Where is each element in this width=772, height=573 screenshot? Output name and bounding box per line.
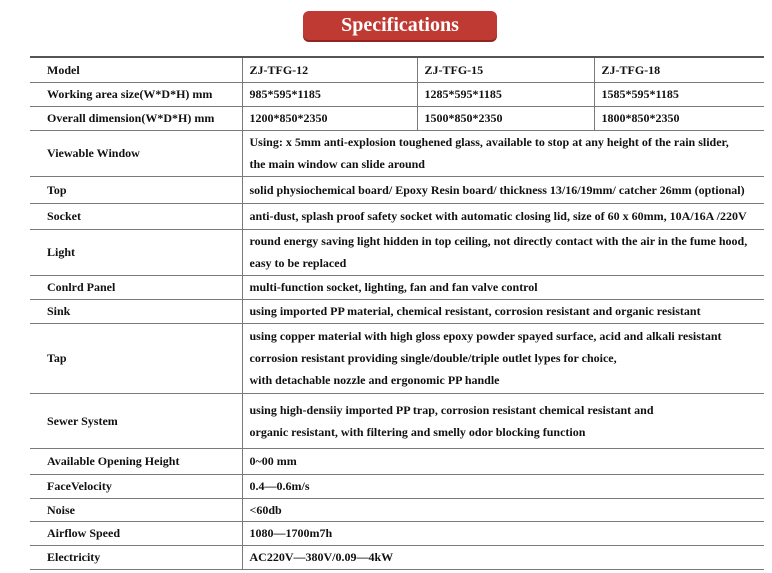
light-label: Light bbox=[30, 229, 242, 275]
tap-row bbox=[30, 323, 764, 393]
face-velocity-label: FaceVelocity bbox=[30, 474, 242, 498]
working-area-row bbox=[30, 82, 764, 106]
light-line-1: round energy saving light hidden in top ceiling, not directly contact with the air in the fume hood, bbox=[249, 234, 748, 248]
model-zj-tfg-15: ZJ-TFG-15 bbox=[417, 57, 594, 82]
airflow-speed-label: Airflow Speed bbox=[30, 521, 242, 545]
model-zj-tfg-12: ZJ-TFG-12 bbox=[242, 57, 417, 82]
socket-label: Socket bbox=[30, 203, 242, 229]
overall-dimension-12: 1200*850*2350 bbox=[242, 106, 417, 130]
working-area-label: Working area size(W*D*H) mm bbox=[30, 82, 242, 106]
viewable-window-line-1: Using: x 5mm anti-explosion toughened glass, available to stop at any height of the rain slider, bbox=[249, 135, 729, 149]
opening-height-row bbox=[30, 448, 764, 474]
tap-value bbox=[242, 323, 764, 393]
model-row bbox=[30, 57, 764, 82]
top-value: solid physiochemical board/ Epoxy Resin board/ thickness 13/16/19mm/ catcher 26mm (optional) bbox=[242, 176, 764, 203]
model-zj-tfg-18: ZJ-TFG-18 bbox=[594, 57, 764, 82]
sewer-system-row bbox=[30, 393, 764, 448]
sink-label: Sink bbox=[30, 299, 242, 323]
sewer-system-value bbox=[242, 393, 764, 448]
face-velocity-value: 0.4—0.6m/s bbox=[242, 474, 764, 498]
overall-dimension-row bbox=[30, 106, 764, 130]
electricity-value: AC220V—380V/0.09—4kW bbox=[242, 545, 764, 569]
control-panel-label: Conlrd Panel bbox=[30, 275, 242, 299]
viewable-window-value bbox=[242, 130, 764, 176]
airflow-speed-value: 1080—1700m7h bbox=[242, 521, 764, 545]
noise-label: Noise bbox=[30, 498, 242, 521]
socket-row bbox=[30, 203, 764, 229]
viewable-window-label: Viewable Window bbox=[30, 130, 242, 176]
tap-label: Tap bbox=[30, 323, 242, 393]
specifications-title: Specifications bbox=[303, 11, 497, 40]
overall-dimension-18: 1800*850*2350 bbox=[594, 106, 764, 130]
control-panel-value: multi-function socket, lighting, fan and fan valve control bbox=[242, 275, 764, 299]
noise-value: <60db bbox=[242, 498, 764, 521]
opening-height-label: Available Opening Height bbox=[30, 448, 242, 474]
electricity-label: Electricity bbox=[30, 545, 242, 569]
tap-line-2: corrosion resistant providing single/double/triple outlet lypes for choice, bbox=[249, 351, 617, 365]
working-area-12: 985*595*1185 bbox=[242, 82, 417, 106]
viewable-window-row bbox=[30, 130, 764, 176]
light-line-2: easy to be replaced bbox=[249, 256, 347, 270]
noise-row bbox=[30, 498, 764, 521]
sewer-system-line-1: using high-densiiy imported PP trap, corrosion resistant chemical resistant and bbox=[249, 402, 654, 417]
sink-row bbox=[30, 299, 764, 323]
socket-value: anti-dust, splash proof safety socket with automatic closing lid, size of 60 x 60mm, 10A/16A /220V bbox=[242, 203, 764, 229]
electricity-row bbox=[30, 545, 764, 569]
overall-dimension-15: 1500*850*2350 bbox=[417, 106, 594, 130]
top-row bbox=[30, 176, 764, 203]
sink-value: using imported PP material, chemical resistant, corrosion resistant and organic resistant bbox=[242, 299, 764, 323]
opening-height-value: 0~00 mm bbox=[242, 448, 764, 474]
tap-line-1: using copper material with high gloss epoxy powder spayed surface, acid and alkali resistant bbox=[249, 329, 722, 343]
tap-line-3: with detachable nozzle and ergonomic PP handle bbox=[249, 373, 500, 387]
working-area-15: 1285*595*1185 bbox=[417, 82, 594, 106]
overall-dimension-label: Overall dimension(W*D*H) mm bbox=[30, 106, 242, 130]
control-panel-row bbox=[30, 275, 764, 299]
model-label: Model bbox=[30, 57, 242, 82]
light-row bbox=[30, 229, 764, 275]
light-value bbox=[242, 229, 764, 275]
working-area-18: 1585*595*1185 bbox=[594, 82, 764, 106]
airflow-speed-row bbox=[30, 521, 764, 545]
sewer-system-line-2: organic resistant, with filtering and smelly odor blocking function bbox=[249, 424, 586, 439]
specifications-table bbox=[30, 56, 764, 570]
top-label: Top bbox=[30, 176, 242, 203]
sewer-system-label: Sewer System bbox=[30, 393, 242, 448]
viewable-window-line-2: the main window can slide around bbox=[249, 157, 425, 171]
face-velocity-row bbox=[30, 474, 764, 498]
